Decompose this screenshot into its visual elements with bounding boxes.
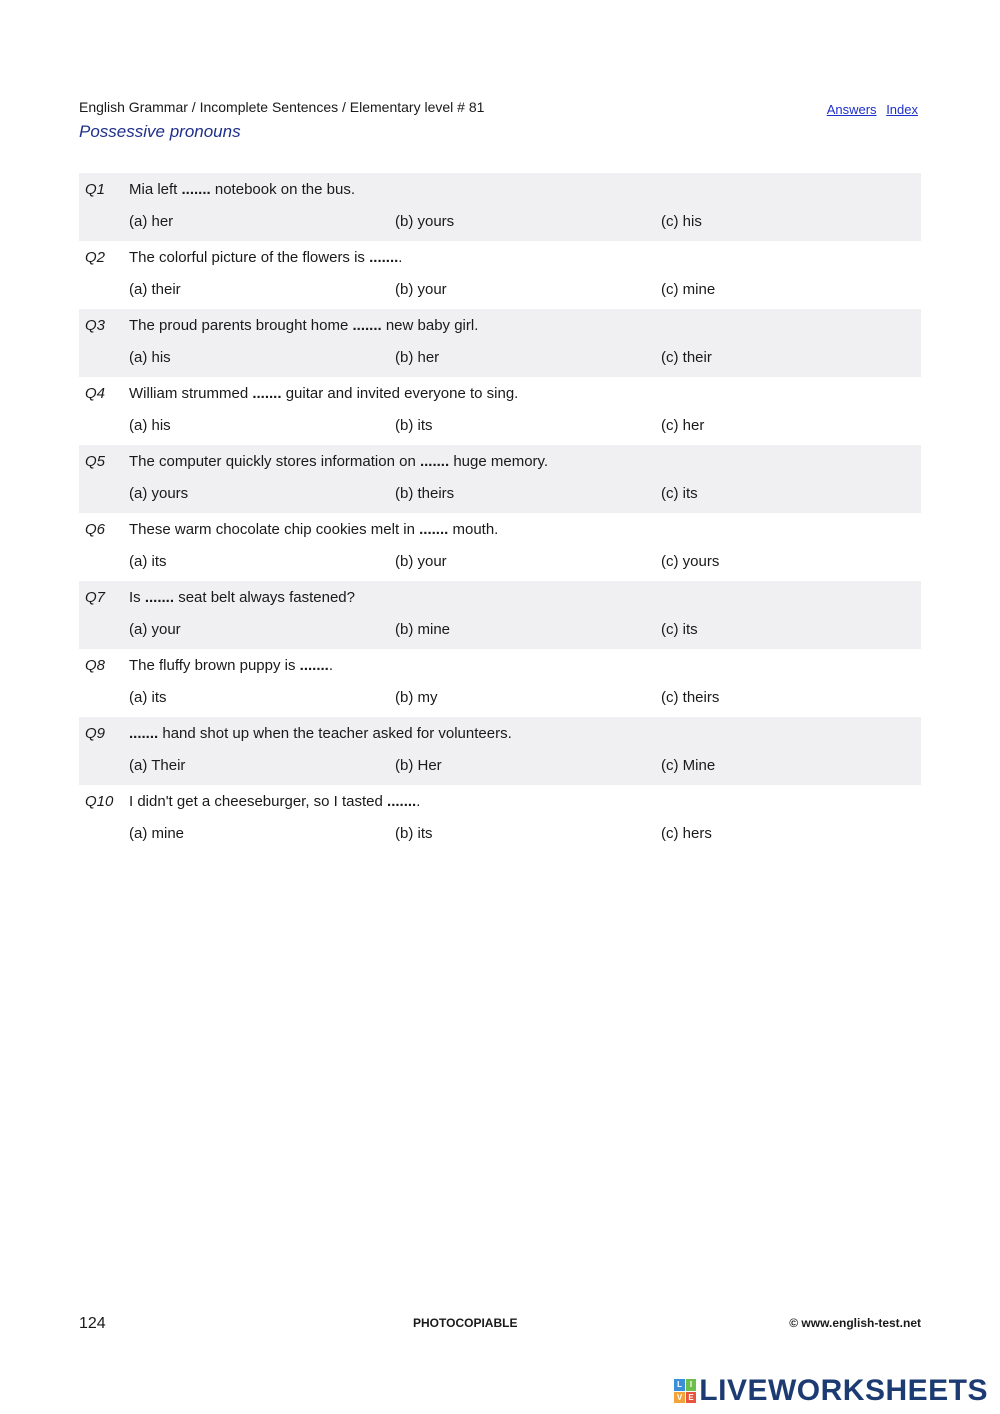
question-stem: ....... hand shot up when the teacher asked for volunteers. xyxy=(129,725,512,742)
blank: ....... xyxy=(369,249,399,266)
question-row xyxy=(79,513,921,581)
page-number: 124 xyxy=(79,1315,106,1332)
blank: ....... xyxy=(299,657,329,674)
blank: ....... xyxy=(181,181,211,198)
option-b[interactable]: (b) theirs xyxy=(395,485,455,502)
question-stem: Mia left ....... notebook on the bus. xyxy=(129,181,355,198)
option-b[interactable]: (b) your xyxy=(395,553,447,570)
option-a[interactable]: (a) its xyxy=(129,553,167,570)
question-number: Q1 xyxy=(85,181,106,198)
question-number: Q7 xyxy=(85,589,106,606)
liveworksheets-brand[interactable] xyxy=(674,1371,988,1411)
blank: ....... xyxy=(419,521,449,538)
question-row xyxy=(79,581,921,649)
question-row xyxy=(79,785,921,853)
liveworksheets-logo-icon: L I V E xyxy=(674,1379,696,1403)
option-c[interactable]: (c) their xyxy=(661,349,712,366)
blank: ....... xyxy=(129,725,159,742)
question-row xyxy=(79,445,921,513)
option-b[interactable]: (b) her xyxy=(395,349,440,366)
question-row xyxy=(79,377,921,445)
answers-link[interactable]: Answers xyxy=(826,102,877,117)
question-list xyxy=(79,173,921,853)
question-number: Q4 xyxy=(85,385,106,402)
option-a[interactable]: (a) yours xyxy=(129,485,189,502)
page-subtitle: Possessive pronouns xyxy=(79,122,241,141)
question-number: Q2 xyxy=(85,249,106,266)
question-row xyxy=(79,649,921,717)
option-b[interactable]: (b) its xyxy=(395,417,433,434)
question-row xyxy=(79,309,921,377)
question-stem: Is ....... seat belt always fastened? xyxy=(129,589,355,606)
option-b[interactable]: (b) yours xyxy=(395,213,455,230)
question-stem: The proud parents brought home ....... new baby girl. xyxy=(129,317,479,334)
photocopiable-label: PHOTOCOPIABLE xyxy=(413,1316,518,1330)
option-c[interactable]: (c) Mine xyxy=(661,757,716,774)
question-number: Q9 xyxy=(85,725,106,742)
option-a[interactable]: (a) your xyxy=(129,621,181,638)
question-number: Q6 xyxy=(85,521,106,538)
blank: ....... xyxy=(352,317,382,334)
option-c[interactable]: (c) its xyxy=(661,621,698,638)
option-a[interactable]: (a) its xyxy=(129,689,167,706)
blank: ....... xyxy=(419,453,450,470)
blank: ....... xyxy=(387,793,417,810)
option-b[interactable]: (b) its xyxy=(395,825,433,842)
option-a[interactable]: (a) Their xyxy=(129,757,186,774)
question-number: Q3 xyxy=(85,317,106,334)
question-stem: William strummed ....... guitar and invited everyone to sing. xyxy=(129,385,519,402)
option-b[interactable]: (b) my xyxy=(395,689,438,706)
option-c[interactable]: (c) his xyxy=(661,213,702,230)
breadcrumb: English Grammar / Incomplete Sentences / Elementary level # 81 xyxy=(79,99,485,115)
copyright: © www.english-test.net xyxy=(789,1316,921,1330)
option-c[interactable]: (c) its xyxy=(661,485,698,502)
index-link[interactable]: Index xyxy=(886,102,918,117)
option-c[interactable]: (c) mine xyxy=(661,281,716,298)
blank: ....... xyxy=(252,385,282,402)
option-b[interactable]: (b) mine xyxy=(395,621,451,638)
brand-text: LIVEWORKSHEETS xyxy=(699,1374,988,1407)
option-c[interactable]: (c) theirs xyxy=(661,689,720,706)
question-row xyxy=(79,173,921,241)
question-number: Q5 xyxy=(85,453,106,470)
option-a[interactable]: (a) his xyxy=(129,417,171,434)
top-links xyxy=(821,102,918,117)
option-a[interactable]: (a) mine xyxy=(129,825,185,842)
question-stem: The colorful picture of the flowers is ........ xyxy=(129,249,403,266)
question-row xyxy=(79,717,921,785)
option-b[interactable]: (b) your xyxy=(395,281,447,298)
blank: ....... xyxy=(144,589,175,606)
question-number: Q8 xyxy=(85,657,106,674)
option-c[interactable]: (c) hers xyxy=(661,825,712,842)
question-row xyxy=(79,241,921,309)
question-stem: I didn't get a cheeseburger, so I tasted ........ xyxy=(129,793,421,810)
question-number: Q10 xyxy=(85,793,114,810)
question-stem: These warm chocolate chip cookies melt in ....... mouth. xyxy=(129,521,499,538)
option-b[interactable]: (b) Her xyxy=(395,757,442,774)
option-a[interactable]: (a) his xyxy=(129,349,171,366)
option-a[interactable]: (a) her xyxy=(129,213,174,230)
option-c[interactable]: (c) her xyxy=(661,417,705,434)
option-c[interactable]: (c) yours xyxy=(661,553,720,570)
option-a[interactable]: (a) their xyxy=(129,281,181,298)
question-stem: The fluffy brown puppy is ........ xyxy=(129,657,334,674)
question-stem: The computer quickly stores information on ....... huge memory. xyxy=(129,453,549,470)
